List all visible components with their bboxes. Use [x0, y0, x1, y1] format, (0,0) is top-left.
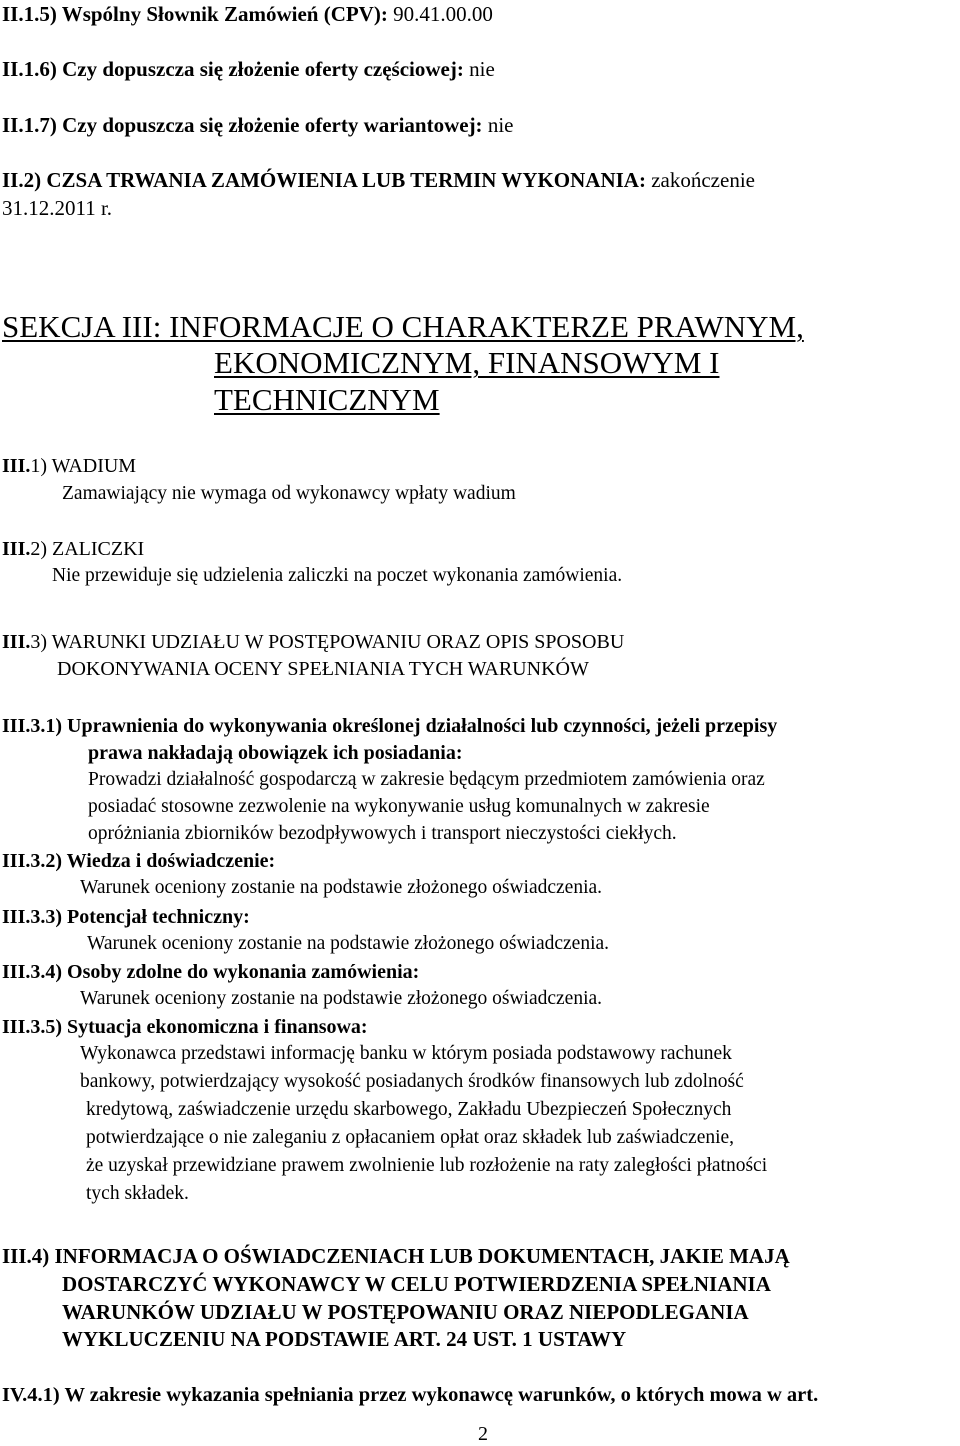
- warunki-heading-line1: III.3) WARUNKI UDZIAŁU W POSTĘPOWANIU ORAZ OPIS SPOSOBU: [2, 631, 625, 653]
- s34-line1: III.4) INFORMACJA O OŚWIADCZENIACH LUB DOKUMENTACH, JAKIE MAJĄ: [2, 1244, 790, 1268]
- wadium-heading: III.1) WADIUM: [2, 455, 137, 477]
- partial-offer-line: [2, 59, 495, 80]
- s41-line: IV.4.1) W zakresie wykazania spełniania przez wykonawcę warunków, o których mowa w art.: [2, 1384, 819, 1406]
- zaliczki-heading: III.2) ZALICZKI: [2, 538, 145, 560]
- c31-text1: Prowadzi działalność gospodarczą w zakresie będącym przedmiotem zamówienia oraz: [88, 769, 765, 790]
- s34-line3: WARUNKÓW UDZIAŁU W POSTĘPOWANIU ORAZ NIEPODLEGANIA: [62, 1300, 749, 1324]
- c35-text6: tych składek.: [86, 1183, 189, 1204]
- c35-text4: potwierdzające o nie zaleganiu z opłacaniem opłat oraz składek lub zaświadczenie,: [86, 1127, 735, 1148]
- duration-label: II.2) CZSA TRWANIA ZAMÓWIENIA LUB TERMIN WYKONANIA:: [2, 168, 646, 192]
- cpv-line: [2, 4, 493, 25]
- partial-offer-value: nie: [463, 57, 495, 81]
- c33-heading: III.3.3) Potencjał techniczny:: [2, 906, 250, 928]
- section-title-line2: EKONOMICZNYM, FINANSOWYM I: [214, 345, 720, 380]
- c31-text3: opróżniania zbiorników bezodpływowych i transport nieczystości ciekłych.: [88, 823, 677, 844]
- cpv-label: II.1.5) Wspólny Słownik Zamówień (CPV):: [2, 2, 388, 26]
- c31-heading-line1: III.3.1) Uprawnienia do wykonywania określonej działalności lub czynności, jeżeli przepisy: [2, 715, 778, 737]
- c35-heading: III.3.5) Sytuacja ekonomiczna i finansowa:: [2, 1016, 368, 1038]
- c31-text2: posiadać stosowne zezwolenie na wykonywanie usług komunalnych w zakresie: [88, 796, 710, 817]
- s34-line4: WYKLUCZENIU NA PODSTAWIE ART. 24 UST. 1 USTAWY: [62, 1327, 627, 1351]
- c32-heading: III.3.2) Wiedza i doświadczenie:: [2, 850, 276, 872]
- s34-line2: DOSTARCZYĆ WYKONAWCY W CELU POTWIERDZENIA SPEŁNIANIA: [62, 1272, 771, 1296]
- variant-offer-value: nie: [482, 113, 514, 137]
- variant-offer-line: [2, 115, 513, 136]
- section-title-line1: SEKCJA III: INFORMACJE O CHARAKTERZE PRAWNYM,: [2, 309, 804, 344]
- variant-offer-label: II.1.7) Czy dopuszcza się złożenie oferty wariantowej:: [2, 113, 483, 137]
- cpv-value: 90.41.00.00: [387, 2, 493, 26]
- c32-text: Warunek oceniony zostanie na podstawie złożonego oświadczenia.: [80, 877, 603, 898]
- c35-text1: Wykonawca przedstawi informację banku w którym posiada podstawowy rachunek: [80, 1043, 732, 1064]
- partial-offer-label: II.1.6) Czy dopuszcza się złożenie oferty częściowej:: [2, 57, 464, 81]
- c35-text5: że uzyskał przewidziane prawem zwolnienie lub rozłożenie na raty zaległości płatności: [86, 1155, 768, 1176]
- section-title-line3: TECHNICZNYM: [214, 382, 440, 417]
- c35-text2: bankowy, potwierdzający wysokość posiadanych środków finansowych lub zdolność: [80, 1071, 744, 1092]
- c33-text: Warunek oceniony zostanie na podstawie złożonego oświadczenia.: [87, 933, 610, 954]
- c34-heading: III.3.4) Osoby zdolne do wykonania zamówienia:: [2, 961, 420, 983]
- page-number: 2: [478, 1423, 488, 1445]
- c34-text: Warunek oceniony zostanie na podstawie złożonego oświadczenia.: [80, 988, 603, 1009]
- warunki-heading-line2: DOKONYWANIA OCENY SPEŁNIANIA TYCH WARUNKÓW: [57, 658, 589, 680]
- c35-text3: kredytową, zaświadczenie urzędu skarbowego, Zakładu Ubezpieczeń Społecznych: [86, 1099, 732, 1120]
- wadium-text: Zamawiający nie wymaga od wykonawcy wpłaty wadium: [62, 483, 516, 504]
- duration-line: [2, 170, 755, 191]
- c31-heading-line2: prawa nakładają obowiązek ich posiadania:: [88, 742, 463, 764]
- duration-value: zakończenie: [645, 168, 755, 192]
- duration-date: 31.12.2011 r.: [2, 196, 113, 220]
- zaliczki-text: Nie przewiduje się udzielenia zaliczki na poczet wykonania zamówienia.: [52, 565, 623, 586]
